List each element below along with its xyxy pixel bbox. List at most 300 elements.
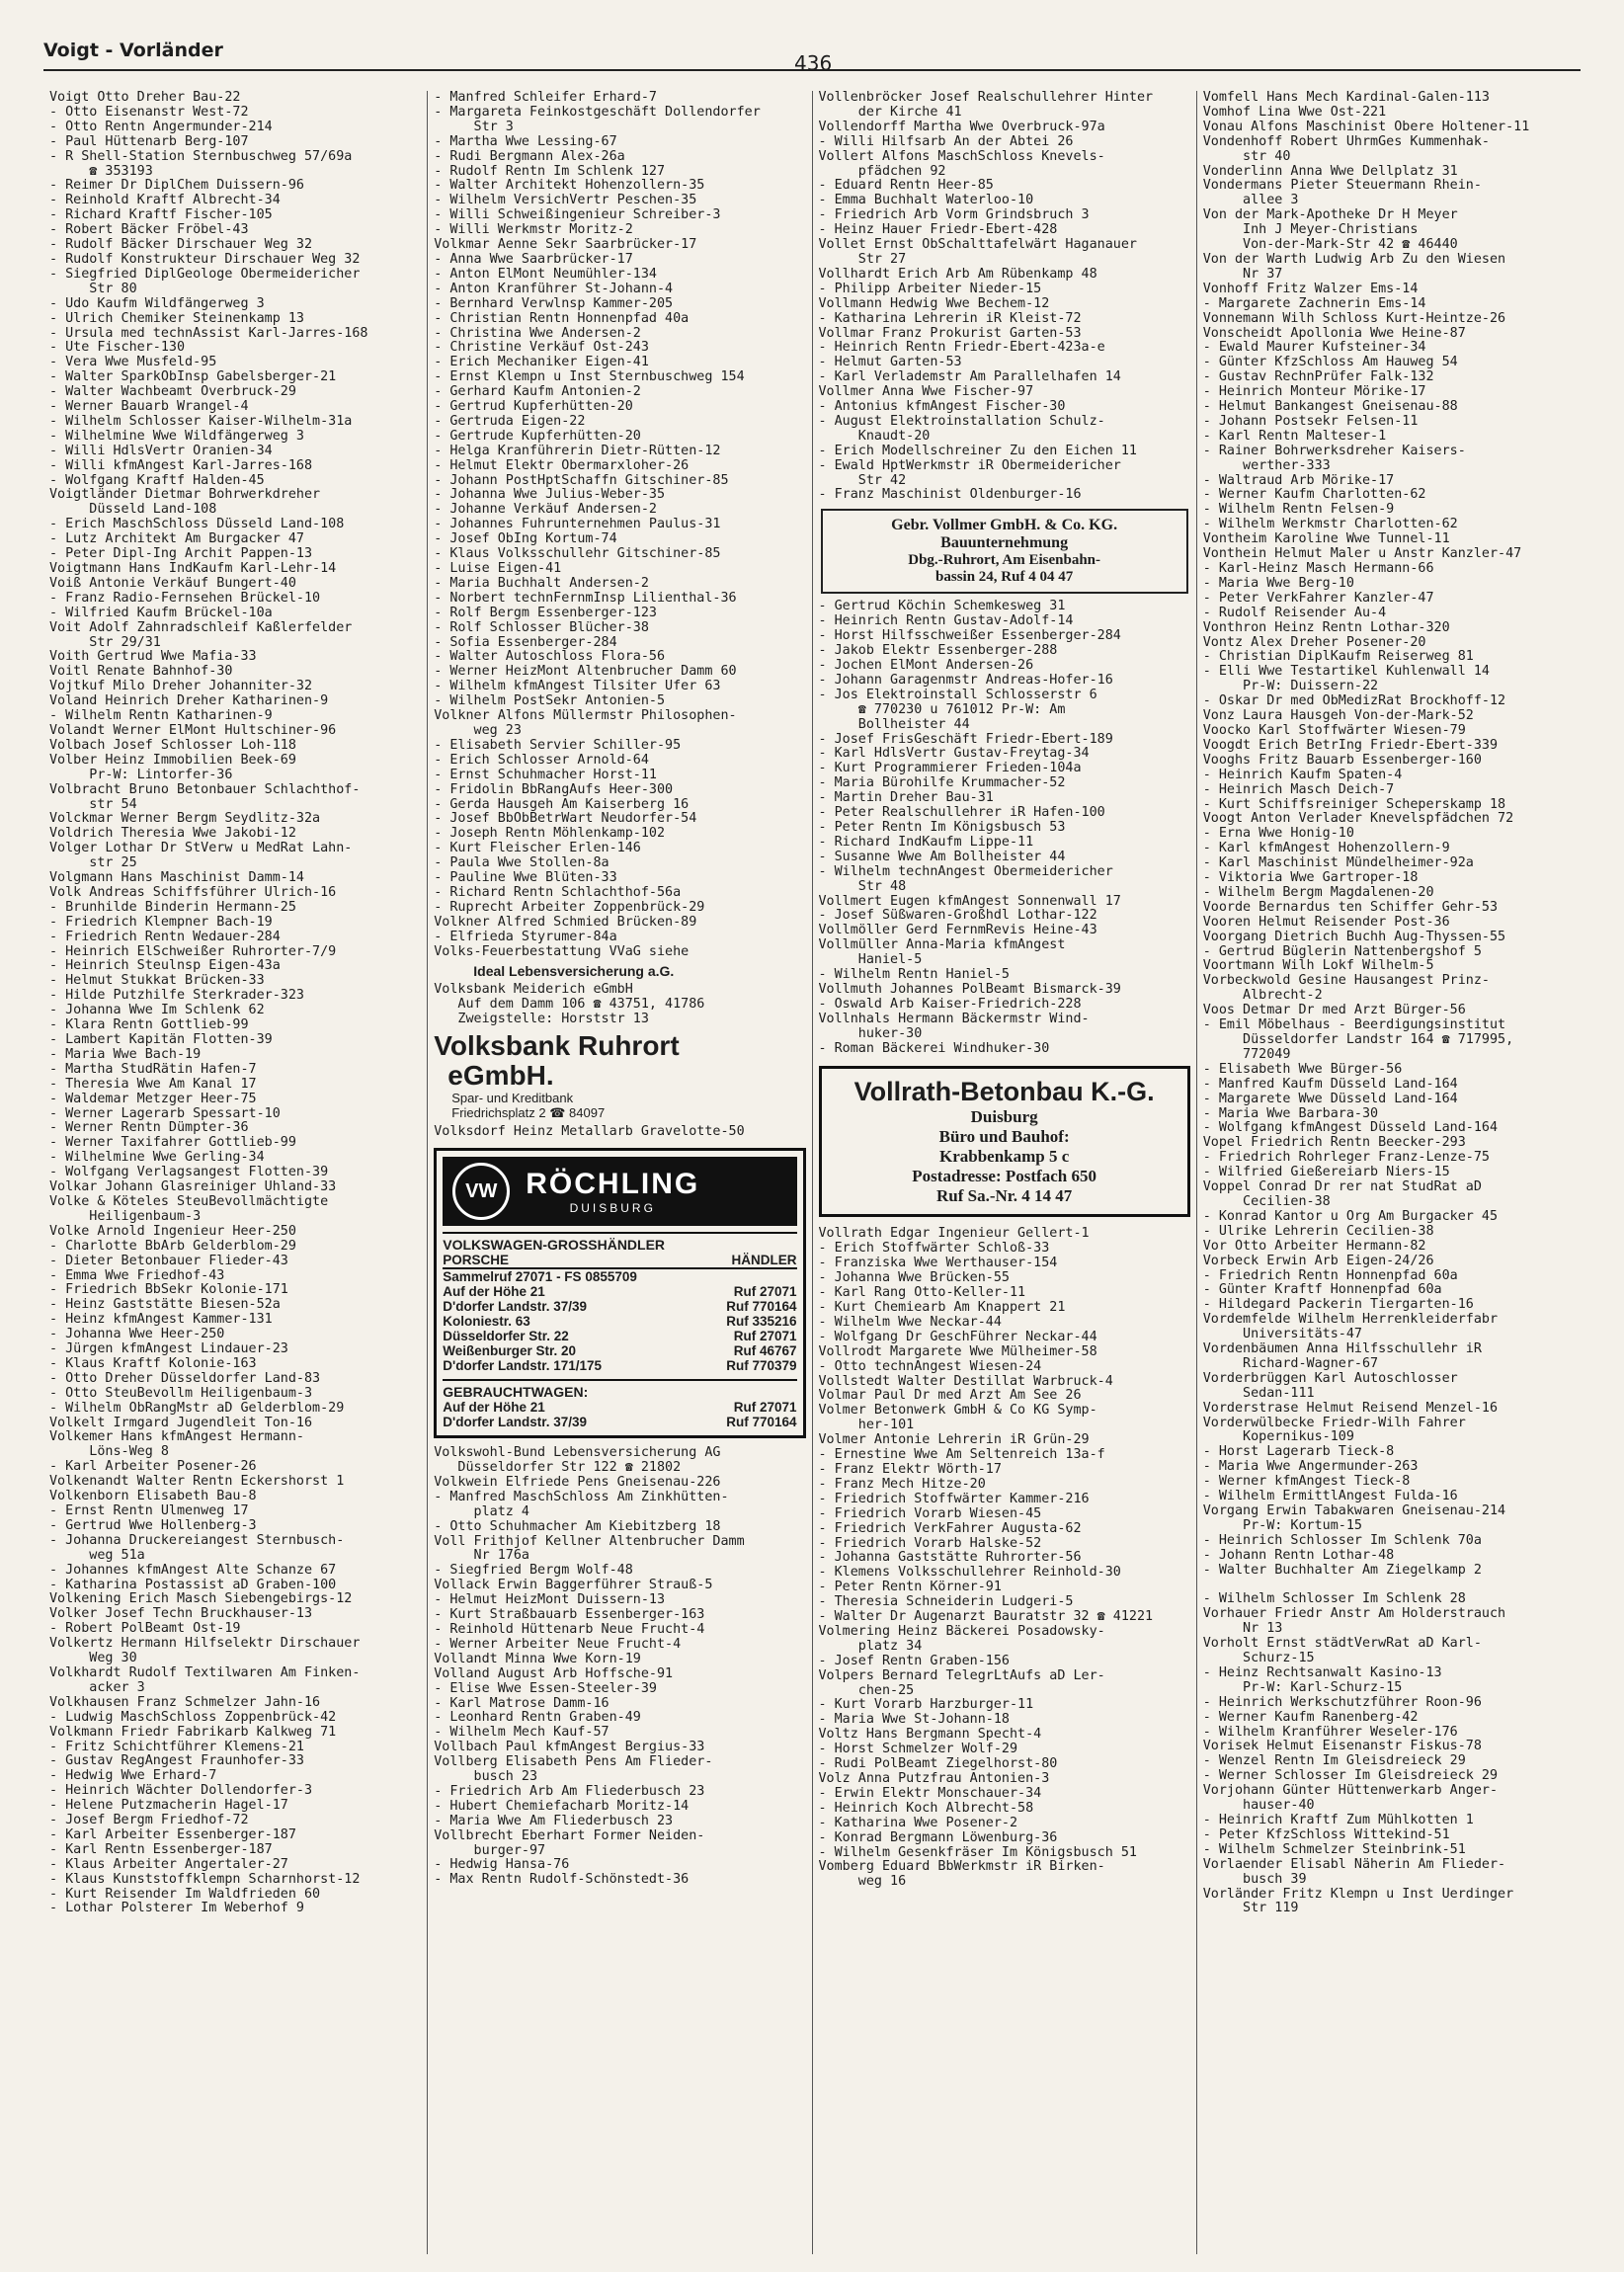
listing-line: - Johanna Wwe Brücken-55 <box>818 1271 1010 1286</box>
listing-line: - Manfred Schleifer Erhard-7 <box>434 91 657 105</box>
listing-line: - Gerhard Kaufm Antonien-2 <box>434 385 641 400</box>
listing-line: Voll Frithjof Kellner Altenbrucher Damm <box>434 1534 745 1549</box>
listing-line: - Heinrich Steulnsp Eigen-43a <box>49 959 281 974</box>
listing-line: - Heinz kfmAngest Kammer-131 <box>49 1313 273 1328</box>
listing-line: Vomberg Eduard BbWerkmstr iR Birken- <box>818 1860 1105 1875</box>
listing-line: - Ewald Maurer Kufsteiner-34 <box>1202 341 1426 356</box>
listing-line: - Werner HeizMont Altenbrucher Damm 60 <box>434 665 737 680</box>
listing-line: Voigtmann Hans IndKaufm Karl-Lehr-14 <box>49 562 337 576</box>
listing-line: - Wolfgang Verlagsangest Flotten-39 <box>49 1166 329 1180</box>
listing-line: - Ewald HptWerkmstr iR Obermeidericher <box>818 458 1121 473</box>
listing-line: - Kurt Schiffsreiniger Scheperskamp 18 <box>1202 797 1506 812</box>
roechling-address: D'dorfer Landstr. 171/175 <box>443 1358 603 1374</box>
listing-line: - Wilfried Kaufm Brückel-10a <box>49 606 273 620</box>
listing-line: Str 27 <box>818 252 907 267</box>
listing-line: - Wilhelm kfmAngest Tilsiter Ufer 63 <box>434 680 721 694</box>
listing-line: - Johannes kfmAngest Alte Schanze 67 <box>49 1563 337 1578</box>
listing-line: - Otto Dreher Düsseldorfer Land-83 <box>49 1371 321 1386</box>
roechling-address: Weißenburger Str. 20 <box>443 1343 577 1359</box>
listing-line: - Vera Wwe Musfeld-95 <box>49 356 217 370</box>
listing-line: Volmar Paul Dr med Arzt Am See 26 <box>818 1389 1082 1404</box>
listing-line: Vooghs Fritz Bauarb Essenberger-160 <box>1202 753 1482 768</box>
listing-line: Voortmann Wilh Lokf Wilhelm-5 <box>1202 959 1434 974</box>
volksbank-ruhrort-ad <box>434 1031 805 1121</box>
listing-line: - Fridolin BbRangAufs Heer-300 <box>434 782 674 797</box>
listing-line: - Maria Wwe St-Johann-18 <box>818 1713 1010 1728</box>
listing-line: - Christian DiplKaufm Reiserweg 81 <box>1202 650 1474 665</box>
listing-line: Vollmüller Anna-Maria kfmAngest <box>818 938 1066 953</box>
listing-line: - Otto SteuBevollm Heiligenbaum-3 <box>49 1386 313 1401</box>
roechling-address: Düsseldorfer Str. 22 <box>443 1329 569 1344</box>
listing-line: Volmer Betonwerk GmbH & Co KG Symp- <box>818 1404 1097 1419</box>
vollrath-city: Duisburg <box>970 1107 1038 1127</box>
listing-line: - Werner Taxifahrer Gottlieb-99 <box>49 1136 296 1151</box>
listing-line: - Werner Kaufm Ranenberg-42 <box>1202 1710 1419 1725</box>
listing-line: Volgmann Hans Maschinist Damm-14 <box>49 871 304 886</box>
listing-line: Vontz Alex Dreher Posener-20 <box>1202 635 1426 650</box>
listing-line: Richard-Wagner-67 <box>1202 1356 1379 1371</box>
listing-line: - Leonhard Rentn Graben-49 <box>434 1711 641 1726</box>
listing-line: - Wolfgang kfmAngest Düsseld Land-164 <box>1202 1121 1499 1136</box>
listing-line: - Rolf Bergm Essenberger-123 <box>434 606 657 620</box>
roechling-phone: Ruf 27071 <box>733 1329 797 1344</box>
column-2 <box>428 91 812 2254</box>
listing-line: - Friedrich Rentn Honnenpfad 60a <box>1202 1268 1458 1283</box>
listing-line: Volmering Heinz Bäckerei Posadowsky- <box>818 1624 1105 1639</box>
listing-line: - Emma Wwe Friedhof-43 <box>49 1268 225 1283</box>
listing-line: - Klaus Arbeiter Angertaler-27 <box>49 1857 288 1872</box>
ideal-ad-text: Ideal Lebensversicherung a.G. <box>473 963 675 980</box>
listing-line: - Peter Rentn Körner-91 <box>818 1581 1002 1595</box>
listing-line: - Wolfgang Kraftf Halden-45 <box>49 473 265 488</box>
listing-line: - Martin Dreher Bau-31 <box>818 791 994 806</box>
listing-line: - Erich Schlosser Arnold-64 <box>434 753 649 768</box>
listing-line: Löns-Weg 8 <box>49 1445 169 1460</box>
listing-line: Volkening Erich Masch Siebengebirgs-12 <box>49 1592 353 1607</box>
listing-line: - Lambert Kapitän Flotten-39 <box>49 1033 273 1047</box>
listing-line: - Wolfgang Dr GeschFührer Neckar-44 <box>818 1330 1097 1344</box>
listing-line: - Christian Rentn Honnenpfad 40a <box>434 311 690 326</box>
listing-line: Vollmert Eugen kfmAngest Sonnenwall 17 <box>818 894 1121 909</box>
listing-line: - Wilhelm Rentn Katharinen-9 <box>49 709 273 724</box>
listing-line: Vonderlinn Anna Wwe Dellplatz 31 <box>1202 164 1458 179</box>
listing-line: Vollberg Elisabeth Pens Am Flieder- <box>434 1755 713 1770</box>
listing-line: - Franziska Wwe Werthauser-154 <box>818 1257 1058 1271</box>
listing-line: - Heinrich Rentn Friedr-Ebert-423a-e <box>818 341 1105 356</box>
listing-line: - Jakob Elektr Essenberger-288 <box>818 644 1058 659</box>
listing-line: - Ruprecht Arbeiter Zoppenbrück-29 <box>434 900 705 915</box>
vw-logo-icon: VW <box>452 1163 510 1220</box>
listing-line: - Walter Dr Augenarzt Bauratstr 32 ☎ 41221 <box>818 1610 1154 1625</box>
listing-line: Pr-W: Duissern-22 <box>1202 680 1379 694</box>
listing-line: - Gertrud Wwe Hollenberg-3 <box>49 1518 257 1533</box>
listing-line: Volkenandt Walter Rentn Eckershorst 1 <box>49 1475 345 1490</box>
listing-line: - Ulrich Chemiker Steinenkamp 13 <box>49 311 304 326</box>
column-3 <box>813 91 1197 2254</box>
listing-line: - Waltraud Arb Mörike-17 <box>1202 473 1395 488</box>
listing-line: - Heinrich Wächter Dollendorfer-3 <box>49 1784 313 1799</box>
listing-line: chen-25 <box>818 1683 915 1698</box>
listing-line: Heiligenbaum-3 <box>49 1209 202 1224</box>
listing-line: busch 39 <box>1202 1872 1307 1887</box>
listing-line: Von der Mark-Apotheke Dr H Meyer <box>1202 208 1458 223</box>
listing-line: - Margarete Zachnerin Ems-14 <box>1202 296 1426 311</box>
listing-line: - Ulrike Lehrerin Cecilien-38 <box>1202 1224 1434 1239</box>
listing-line: Voogt Anton Verlader Knevelspfädchen 72 <box>1202 812 1514 827</box>
listing-line: Vollenbröcker Josef Realschullehrer Hinter <box>818 91 1154 105</box>
listing-line: - Otto Eisenanstr West-72 <box>49 105 249 120</box>
listing-line: - Josef Bergm Friedhof-72 <box>49 1814 249 1828</box>
listing-line: - Karl Arbeiter Essenberger-187 <box>49 1827 296 1842</box>
listing-line: Vondermans Pieter Steuermann Rhein- <box>1202 179 1482 194</box>
listing-line: - Erna Wwe Honig-10 <box>1202 827 1354 842</box>
directory-columns <box>43 91 1581 2254</box>
listing-line: Düsseldorfer Str 122 ☎ 21802 <box>434 1461 682 1475</box>
listing-line: - Martha Wwe Lessing-67 <box>434 134 617 149</box>
gebr-vollmer-ad <box>821 509 1188 594</box>
listing-line: Volkar Johann Glasreiniger Uhland-33 <box>49 1180 337 1195</box>
roechling-phone: Ruf 770164 <box>726 1415 797 1430</box>
listing-line: - Willi Werkmstr Moritz-2 <box>434 223 633 238</box>
roechling-phone: Ruf 335216 <box>726 1314 797 1330</box>
roechling-haendler: HÄNDLER <box>731 1253 797 1268</box>
listing-line: - Josef ObIng Kortum-74 <box>434 532 617 547</box>
listing-line: - Wilhelm PostSekr Antonien-5 <box>434 694 666 709</box>
listing-line: Volbach Josef Schlosser Loh-118 <box>49 738 296 753</box>
listing-line: Voorgang Dietrich Buchh Aug-Thyssen-55 <box>1202 930 1506 944</box>
listing-line: - Philipp Arbeiter Nieder-15 <box>818 282 1042 296</box>
listing-line: - Klemens Volksschullehrer Reinhold-30 <box>818 1566 1121 1581</box>
listing-line: - Erich Modellschreiner Zu den Eichen 11 <box>818 444 1137 458</box>
listing-line: Volkwein Elfriede Pens Gneisenau-226 <box>434 1475 721 1490</box>
listing-line: - Friedrich VerkFahrer Augusta-62 <box>818 1521 1082 1536</box>
listing-line: - Werner Kaufm Charlotten-62 <box>1202 488 1426 503</box>
listing-line: - Günter Kraftf Honnenpfad 60a <box>1202 1283 1442 1298</box>
gebr-vollmer-trade: Bauunternehmung <box>940 534 1069 552</box>
listing-line: - Wilhelm Kranführer Weseler-176 <box>1202 1725 1458 1740</box>
listing-line: - Johanna Druckereiangest Sternbusch- <box>49 1533 345 1548</box>
roechling-used-heading: GEBRAUCHTWAGEN: <box>443 1379 796 1400</box>
listing-line: Voiß Antonie Verkäuf Bungert-40 <box>49 576 296 591</box>
listing-line: str 54 <box>49 797 137 812</box>
listing-line: Vopel Friedrich Rentn Beecker-293 <box>1202 1136 1466 1151</box>
listing-line: Vonthein Helmut Maler u Anstr Kanzler-47 <box>1202 547 1522 562</box>
listing-line: Vorderbrüggen Karl Autoschlosser <box>1202 1371 1458 1386</box>
roechling-address-row <box>443 1329 796 1343</box>
listing-line: Vorbeck Erwin Arb Eigen-24/26 <box>1202 1254 1434 1268</box>
vollrath-phone: Ruf Sa.-Nr. 4 14 47 <box>935 1186 1073 1206</box>
listing-line: - Wilhelmine Wwe Wildfängerweg 3 <box>49 429 304 444</box>
listing-line: - Werner Arbeiter Neue Frucht-4 <box>434 1637 682 1652</box>
listing-line: - Walter Autoschloss Flora-56 <box>434 650 666 665</box>
listing-line: Voldrich Theresia Wwe Jakobi-12 <box>49 827 296 842</box>
listing-line: Von der Warth Ludwig Arb Zu den Wiesen <box>1202 252 1506 267</box>
listing-line: - Kurt Reisender Im Waldfrieden 60 <box>49 1887 321 1902</box>
listing-line: - Anton ElMont Neumühler-134 <box>434 267 657 282</box>
listing-line: Volke & Köteles SteuBevollmächtigte <box>49 1194 329 1209</box>
listing-line: Voit Adolf Zahnradschleif Kaßlerfelder <box>49 620 353 635</box>
listing-line: - Rudolf Konstrukteur Dirschauer Weg 32 <box>49 252 361 267</box>
listing-line: - Richard Kraftf Fischer-105 <box>49 208 273 223</box>
listing-line: Volksbank Meiderich eGmbH <box>434 983 633 998</box>
listing-line: - Heinrich Koch Albrecht-58 <box>818 1801 1034 1816</box>
listing-line: Volbracht Bruno Betonbauer Schlachthof- <box>49 782 361 797</box>
listing-line: - Richard Rentn Schlachthof-56a <box>434 885 682 900</box>
listing-line: - Willi HdlsVertr Oranien-34 <box>49 444 273 458</box>
listing-line: - Maria Wwe Berg-10 <box>1202 576 1354 591</box>
listing-line: - Pauline Wwe Blüten-33 <box>434 871 617 886</box>
listing-line: - Otto technAngest Wiesen-24 <box>818 1359 1042 1374</box>
listing-line: Str 3 <box>434 120 514 134</box>
listing-line: Vollmer Anna Wwe Fischer-97 <box>818 385 1034 400</box>
listing-line: der Kirche 41 <box>818 105 962 120</box>
listing-line: - Roman Bäckerei Windhuker-30 <box>818 1041 1050 1056</box>
listing-line: - Friedrich Arb Vorm Grindsbruch 3 <box>818 208 1090 223</box>
roechling-address-row <box>443 1358 796 1373</box>
listing-line: - Ernst Schuhmacher Horst-11 <box>434 768 657 782</box>
listing-line: - Peter Rentn Im Königsbusch 53 <box>818 820 1066 835</box>
listing-line: - Walter Wachbeamt Overbruck-29 <box>49 385 296 400</box>
gebr-vollmer-name: Gebr. Vollmer GmbH. & Co. KG. <box>891 517 1118 534</box>
listing-line: - Heinrich Schlosser Im Schlenk 70a <box>1202 1533 1482 1548</box>
listing-line: - Waldemar Metzger Heer-75 <box>49 1092 257 1106</box>
listing-line: Volkemer Hans kfmAngest Hermann- <box>49 1430 304 1445</box>
listing-line: - Gertruda Eigen-22 <box>434 414 586 429</box>
listing-line: Vollstedt Walter Destillat Warbruck-4 <box>818 1374 1113 1389</box>
listing-line: Kopernikus-109 <box>1202 1430 1354 1445</box>
listing-line: - Karl kfmAngest Hohenzollern-9 <box>1202 842 1450 856</box>
roechling-brand: RÖCHLING <box>526 1168 700 1201</box>
listing-line: - Franz Elektr Wörth-17 <box>818 1462 1002 1477</box>
listing-line: - Walter Buchhalter Am Ziegelkamp 2 <box>1202 1563 1482 1578</box>
listing-line: - Horst Hilfsschweißer Essenberger-284 <box>818 629 1121 644</box>
listing-line: - Erich Stoffwärter Schloß-33 <box>818 1242 1050 1257</box>
column-1 <box>43 91 428 2254</box>
listing-line: Volk Andreas Schiffsführer Ulrich-16 <box>49 885 337 900</box>
listing-line: - Susanne Wwe Am Bollheister 44 <box>818 850 1066 864</box>
listing-line: Vontheim Karoline Wwe Tunnel-11 <box>1202 532 1450 547</box>
listing-line: Str 42 <box>818 473 907 488</box>
roechling-address: Sammelruf 27071 - FS 0855709 <box>443 1269 637 1285</box>
listing-line: - Anton Kranführer St-Johann-4 <box>434 282 674 296</box>
listing-line: - Antonius kfmAngest Fischer-30 <box>818 400 1066 415</box>
roechling-address-row <box>443 1400 796 1415</box>
listing-line: Volger Lothar Dr StVerw u MedRat Lahn- <box>49 842 353 856</box>
listing-line: - Wenzel Rentn Im Gleisdreieck 29 <box>1202 1754 1466 1769</box>
listing-line: - Ute Fischer-130 <box>49 341 186 356</box>
roechling-phone: Ruf 27071 <box>733 1400 797 1416</box>
listing-line: 772049 <box>1202 1047 1291 1062</box>
listing-line: - Kurt Straßbauarb Essenberger-163 <box>434 1608 705 1623</box>
roechling-phone: Ruf 46767 <box>733 1343 797 1359</box>
listing-line: - Wilhelm Rentn Haniel-5 <box>818 968 1010 983</box>
listing-line: - Emma Buchhalt Waterloo-10 <box>818 194 1034 208</box>
listing-line: Vonnemann Wilh Schloss Kurt-Heintze-26 <box>1202 311 1506 326</box>
listing-line <box>1203 1579 1575 1593</box>
roechling-porsche: PORSCHE <box>443 1253 510 1268</box>
listing-line: - Wilhelm Schlosser Im Schlenk 28 <box>1202 1592 1466 1607</box>
listing-line: Vonthron Heinz Rentn Lothar-320 <box>1202 620 1450 635</box>
listing-line: - Jürgen kfmAngest Lindauer-23 <box>49 1342 288 1357</box>
listing-line: - Sofia Essenberger-284 <box>434 635 617 650</box>
listing-line: - Johanna Wwe Heer-250 <box>49 1328 225 1342</box>
listing-line: - Elli Wwe Testartikel Kuhlenwall 14 <box>1202 665 1490 680</box>
listing-line: Nr 13 <box>1202 1622 1283 1637</box>
listing-line: Voppel Conrad Dr rer nat StudRat aD <box>1202 1180 1482 1195</box>
listing-line: - Siegfried DiplGeologe Obermeidericher <box>49 267 361 282</box>
listing-line: - Maria Buchhalt Andersen-2 <box>434 576 649 591</box>
vollrath-office: Krabbenkamp 5 c <box>938 1147 1070 1167</box>
roechling-banner <box>443 1157 796 1226</box>
listing-line: - Johannes Fuhrunternehmen Paulus-31 <box>434 518 721 532</box>
listing-line: Vonscheidt Apollonia Wwe Heine-87 <box>1202 326 1466 341</box>
listing-line: - Margarete Wwe Düsseld Land-164 <box>1202 1092 1458 1106</box>
listing-line: - Otto Schuhmacher Am Kiebitzberg 18 <box>434 1519 721 1534</box>
listing-line: busch 23 <box>434 1770 538 1785</box>
listing-line: - Wilfried Gießereiarb Niers-15 <box>1202 1166 1450 1180</box>
listing-line: - Wilhelm Wwe Neckar-44 <box>818 1315 1002 1330</box>
listing-line: - Horst Schmelzer Wolf-29 <box>818 1743 1018 1757</box>
listing-line: Düsseld Land-108 <box>49 503 217 518</box>
listing-line: - Friedrich Vorarb Wiesen-45 <box>818 1506 1042 1521</box>
listing-line: Vonau Alfons Maschinist Obere Holtener-11 <box>1202 120 1530 134</box>
listing-line: - Margareta Feinkostgeschäft Dollendorfer <box>434 105 761 120</box>
listing-line: - Udo Kaufm Wildfängerweg 3 <box>49 296 265 311</box>
listing-line: - Helmut Bankangest Gneisenau-88 <box>1202 400 1458 415</box>
listing-line: - Karl HdlsVertr Gustav-Freytag-34 <box>818 747 1090 762</box>
listing-line: - Johanna Wwe Im Schlenk 62 <box>49 1004 265 1018</box>
listing-line: - Karl Maschinist Mündelheimer-92a <box>1202 856 1474 871</box>
listing-line: - Johann Rentn Lothar-48 <box>1202 1548 1395 1563</box>
listing-line: - Johanna Wwe Julius-Weber-35 <box>434 488 666 503</box>
listing-line: Vor Otto Arbeiter Hermann-82 <box>1202 1239 1426 1254</box>
listing-line: - Helmut Garten-53 <box>818 356 962 370</box>
listing-line: - Franz Radio-Fernsehen Brückel-10 <box>49 591 321 606</box>
listing-line: Vollendorff Martha Wwe Overbruck-97a <box>818 120 1105 134</box>
listing-line: Vorländer Fritz Klempn u Inst Uerdinger <box>1202 1887 1514 1902</box>
listing-line: Sedan-111 <box>1202 1386 1315 1401</box>
roechling-subheading <box>443 1253 796 1269</box>
ideal-ad <box>434 963 805 979</box>
listing-line: - Gertrud Kupferhütten-20 <box>434 400 633 415</box>
listing-line: Volke Arnold Ingenieur Heer-250 <box>49 1224 296 1239</box>
listing-line: Voland Heinrich Dreher Katharinen-9 <box>49 694 329 709</box>
listing-line: Vollack Erwin Baggerführer Strauß-5 <box>434 1579 713 1593</box>
listing-line: - Klaus Volksschullehr Gitschiner-85 <box>434 547 721 562</box>
listing-line: - Ernst Rentn Ulmenweg 17 <box>49 1504 249 1518</box>
listing-line: - Hilde Putzhilfe Sterkrader-323 <box>49 989 304 1004</box>
listing-line: Vollnhals Hermann Bäckermstr Wind- <box>818 1012 1090 1026</box>
listing-line: - Werner Schlosser Im Gleisdreieck 29 <box>1202 1769 1499 1784</box>
listing-line: - Konrad Bergmann Löwenburg-36 <box>818 1830 1058 1845</box>
listing-line: - Charlotte BbArb Gelderblom-29 <box>49 1239 296 1254</box>
listing-line: - Theresia Schneiderin Ludgeri-5 <box>818 1595 1074 1610</box>
listing-line: Voltz Hans Bergmann Specht-4 <box>818 1728 1042 1743</box>
listing-line: - Willi Schweißingenieur Schreiber-3 <box>434 208 721 223</box>
listing-line: pfädchen 92 <box>818 164 946 179</box>
listing-line: Vollet Ernst ObSchalttafelwärt Haganauer <box>818 238 1137 253</box>
listing-line: Vonz Laura Hausgeh Von-der-Mark-52 <box>1202 709 1474 724</box>
listing-line: - Hildegard Packerin Tiergarten-16 <box>1202 1298 1474 1313</box>
roechling-ad <box>434 1148 805 1438</box>
listing-line: - Reimer Dr DiplChem Duissern-96 <box>49 179 304 194</box>
listing-line: - Karl Rentn Essenberger-187 <box>49 1842 273 1857</box>
listing-line: Vorholt Ernst städtVerwRat aD Karl- <box>1202 1637 1482 1652</box>
listing-line: Inh J Meyer-Christians <box>1202 223 1419 238</box>
roechling-address: D'dorfer Landstr. 37/39 <box>443 1415 588 1430</box>
listing-line: - Viktoria Wwe Gartroper-18 <box>1202 871 1419 886</box>
listing-line: - Johann Garagenmstr Andreas-Hofer-16 <box>818 673 1113 688</box>
listing-line: - Rudolf Bäcker Dirschauer Weg 32 <box>49 238 313 253</box>
listing-line: - Willi kfmAngest Karl-Jarres-168 <box>49 458 313 473</box>
listing-line: ☎ 353193 <box>49 164 153 179</box>
listing-line: - Siegfried Bergm Wolf-48 <box>434 1564 633 1579</box>
listing-line: - Friedrich BbSekr Kolonie-171 <box>49 1283 288 1298</box>
listing-line: Pr-W: Kortum-15 <box>1202 1518 1362 1533</box>
listing-line: - Josef Rentn Graben-156 <box>818 1654 1010 1668</box>
listing-line: - Elisabeth Wwe Bürger-56 <box>1202 1062 1403 1077</box>
listing-line: - Walter Architekt Hohenzollern-35 <box>434 179 705 194</box>
listing-line: - Friedrich Arb Am Fliederbusch 23 <box>434 1784 705 1799</box>
listing-line: - Max Rentn Rudolf-Schönstedt-36 <box>434 1873 690 1888</box>
listing-line: - R Shell-Station Sternbuschweg 57/69a <box>49 149 353 164</box>
listing-line: - Hedwig Wwe Erhard-7 <box>49 1769 217 1784</box>
listing-line: str 25 <box>49 856 137 871</box>
listing-line: - Otto Rentn Angermunder-214 <box>49 120 273 134</box>
roechling-address: Auf der Höhe 21 <box>443 1284 545 1300</box>
listing-line: Volkmann Friedr Fabrikarb Kalkweg 71 <box>49 1725 337 1740</box>
listing-line: - Johann Postsekr Felsen-11 <box>1202 414 1419 429</box>
listing-line: Von-der-Mark-Str 42 ☎ 46440 <box>1202 238 1458 253</box>
listing-line: - Anna Wwe Saarbrücker-17 <box>434 252 633 267</box>
listing-line: Vollert Alfons MaschSchloss Knevels- <box>818 149 1105 164</box>
listing-line: - Willi Hilfsarb An der Abtei 26 <box>818 134 1074 149</box>
listing-line: - Friedrich Klempner Bach-19 <box>49 915 273 930</box>
listing-line: Vomhof Lina Wwe Ost-221 <box>1202 105 1387 120</box>
listing-line: Volkhausen Franz Schmelzer Jahn-16 <box>49 1695 321 1710</box>
listing-line: - Franz Maschinist Oldenburger-16 <box>818 488 1082 503</box>
listing-line: - August Elektroinstallation Schulz- <box>818 414 1105 429</box>
listing-line: - Gertrud Köchin Schemkesweg 31 <box>818 600 1066 614</box>
listing-line: ☎ 770230 u 761012 Pr-W: Am <box>818 702 1066 717</box>
listing-line: - Luise Eigen-41 <box>434 562 562 576</box>
roechling-address-row <box>443 1284 796 1299</box>
listing-line: - Werner Lagerarb Spessart-10 <box>49 1106 281 1121</box>
listing-line: - Robert Bäcker Fröbel-43 <box>49 223 249 238</box>
listing-line: - Karl Arbeiter Posener-26 <box>49 1460 257 1475</box>
listing-line: - Ernst Klempn u Inst Sternbuschweg 154 <box>434 370 745 385</box>
listing-line: - Helmut HeizMont Duissern-13 <box>434 1593 666 1608</box>
listing-line: - Christina Wwe Andersen-2 <box>434 326 641 341</box>
listing-line: allee 3 <box>1202 194 1299 208</box>
listing-line: Volkertz Hermann Hilfselektr Dirschauer <box>49 1637 361 1652</box>
listing-line: - Heinz Gaststätte Biesen-52a <box>49 1298 281 1313</box>
listing-line: - Eduard Rentn Heer-85 <box>818 179 994 194</box>
listing-line: burger-97 <box>434 1843 546 1858</box>
listing-line: - Elfrieda Styrumer-84a <box>434 930 617 944</box>
listing-line: str 40 <box>1202 149 1291 164</box>
listing-line: - Josef FrisGeschäft Friedr-Ebert-189 <box>818 732 1113 747</box>
listing-line: Volkswohl-Bund Lebensversicherung AG <box>434 1446 721 1461</box>
vollrath-office-label: Büro und Bauhof: <box>938 1127 1070 1147</box>
listing-line: Bollheister 44 <box>818 717 970 732</box>
listing-line: - Heinrich Werkschutzführer Roon-96 <box>1202 1695 1482 1710</box>
listing-line: - Klara Rentn Gottlieb-99 <box>49 1018 249 1033</box>
listing-line: Volkner Alfred Schmied Brücken-89 <box>434 915 697 930</box>
listing-line: Vollrodt Margarete Wwe Mülheimer-58 <box>818 1344 1097 1359</box>
listing-line: - Peter Dipl-Ing Archit Pappen-13 <box>49 547 313 562</box>
listing-line: Str 80 <box>49 282 137 296</box>
